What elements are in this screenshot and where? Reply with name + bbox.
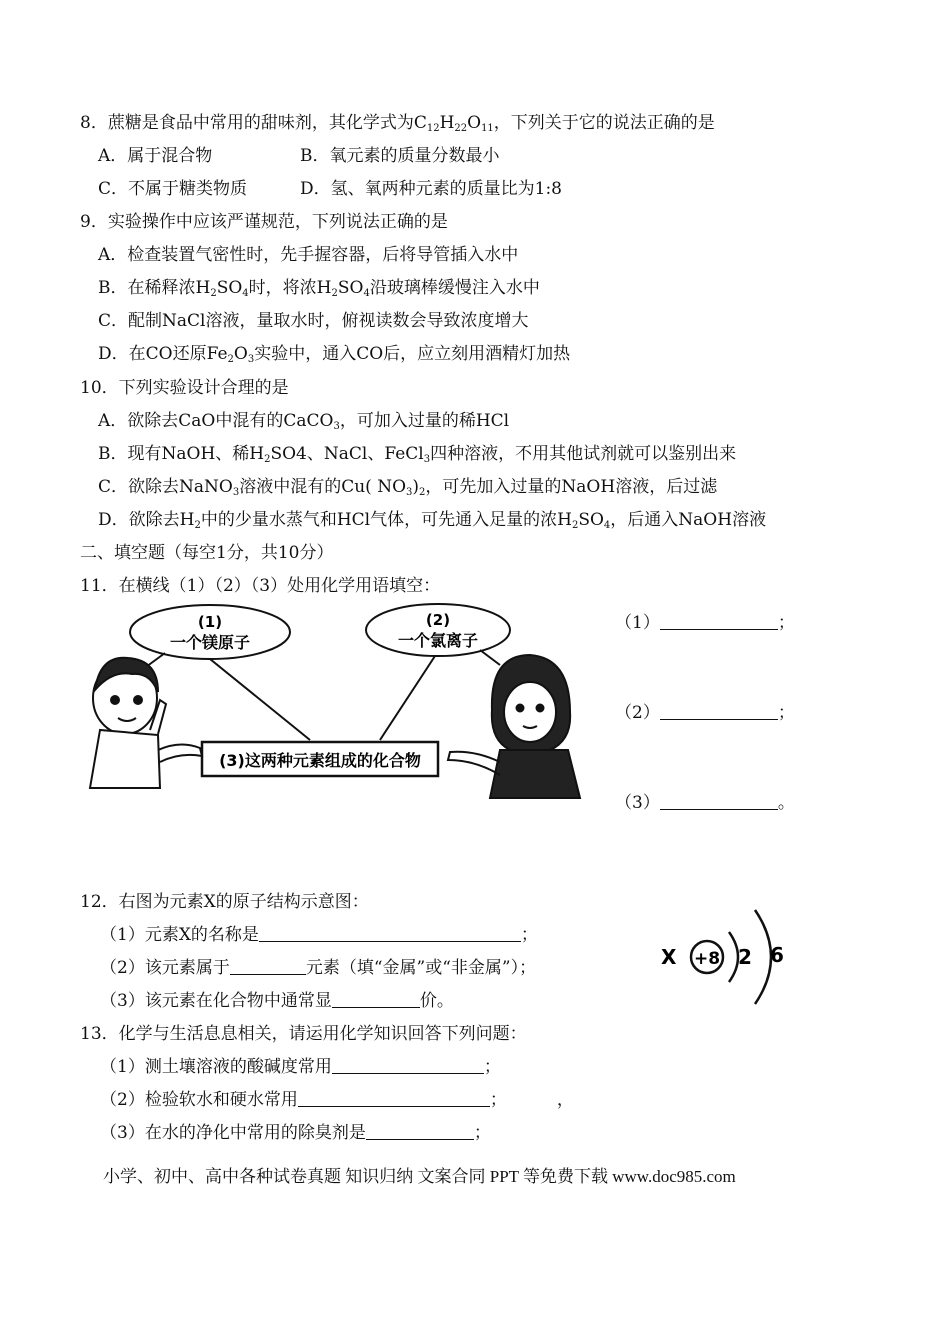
q10-stem: 10．下列实验设计合理的是: [80, 378, 289, 398]
shell-arc-2: [755, 910, 771, 1004]
section-heading: 二、填空题（每空1分，共10分）: [80, 543, 334, 563]
q12-blank-3[interactable]: [332, 991, 420, 1008]
nucleus-charge: +8: [693, 949, 721, 969]
q8-stem: 8．蔗糖是食品中常用的甜味剂，其化学式为$C_{12}H_{22}O_{11}$，下列关于它的说法正确的是: [80, 113, 715, 134]
atom-structure-diagram: [655, 900, 795, 1010]
q9-option-a: A．检查装置气密性时，先手握容器，后将导管插入水中: [98, 245, 519, 265]
q12-blank-2[interactable]: [230, 958, 306, 975]
q12-sub-3: （3）该元素在化合物中通常显 价。: [100, 991, 454, 1011]
q13-blank-1[interactable]: [332, 1057, 484, 1074]
q11-blank-1[interactable]: [660, 613, 778, 630]
bubble-1-number: (1): [197, 613, 223, 631]
bubble-2-number: (2): [425, 611, 451, 629]
q13-blank-2[interactable]: [298, 1090, 490, 1107]
q10-option-a: A．欲除去CaO中混有的CaCO$_3$，可加入过量的稀HCl: [98, 411, 510, 432]
bubble-1-text: 一个镁原子: [169, 633, 251, 652]
q12-stem: 12．右图为元素X的原子结构示意图：: [80, 892, 369, 912]
speech-bubble-1: [130, 605, 310, 740]
q8-option-a: A．属于混合物: [98, 146, 213, 166]
q11-blank-3[interactable]: [660, 793, 778, 810]
q12-sub-2: （2）该元素属于 元素（填“金属”或“非金属”）；: [100, 958, 537, 978]
compound-box: [202, 742, 438, 776]
q8-option-d: D．氢、氧两种元素的质量比为1:8: [300, 179, 562, 199]
q13-sub-2: （2）检验软水和硬水常用 ； ，: [100, 1090, 574, 1110]
girl-figure: [448, 655, 580, 798]
q11-answer-2: （2） ；: [615, 703, 795, 723]
shell-1-electrons: 2: [738, 945, 752, 969]
q9-option-b: B．在稀释浓$H_2SO_4$时，将浓$H_2SO_4$沿玻璃棒缓慢注入水中: [98, 278, 540, 299]
speech-bubble-2: [366, 604, 510, 740]
q10-option-c: C．欲除去NaNO$_3$溶液中混有的Cu( $NO_3)_2$，可先加入过量的NaOH溶液，后过滤: [98, 477, 718, 498]
q8-option-c: C．不属于糖类物质: [98, 179, 248, 199]
shell-arc-1: [729, 932, 738, 982]
q11-answer-1: （1） ；: [615, 613, 795, 633]
q13-sub-1: （1）测土壤溶液的酸碱度常用 ；: [100, 1057, 501, 1077]
q13-blank-3[interactable]: [366, 1123, 474, 1140]
page-footer: 小学、初中、高中各种试卷真题 知识归纳 文案合同 PPT 等免费下载 www.doc985.com: [103, 1167, 736, 1186]
q9-stem: 9．实验操作中应该严谨规范，下列说法正确的是: [80, 212, 448, 232]
compound-box-text: (3)这两种元素组成的化合物: [219, 751, 421, 770]
q12-blank-1[interactable]: [259, 925, 521, 942]
q13-stem: 13．化学与生活息息相关，请运用化学知识回答下列问题：: [80, 1024, 527, 1044]
shell-2-electrons: 6: [770, 943, 784, 967]
q8-option-b: B．氧元素的质量分数最小: [300, 146, 500, 166]
q11-answer-3: （3） 。: [615, 793, 795, 813]
q11-blank-2[interactable]: [660, 703, 778, 720]
q9-option-d: D．在CO还原$Fe_2O_3$实验中，通入CO后，应立刻用酒精灯加热: [98, 344, 571, 365]
boy-figure: [90, 658, 202, 788]
q12-sub-1: （1）元素X的名称是 ；: [100, 925, 538, 945]
q11-illustration: [80, 600, 600, 800]
q10-option-b: B．现有NaOH、稀$H_2SO4$、NaCl、FeCl$_3$四种溶液，不用其他试剂就可以鉴别出来: [98, 444, 737, 465]
bubble-2-text: 一个氯离子: [397, 631, 479, 650]
q9-option-c: C．配制NaCl溶液，量取水时，俯视读数会导致浓度增大: [98, 311, 529, 331]
element-symbol: X: [661, 945, 677, 969]
q10-option-d: D．欲除去$H_2$中的少量水蒸气和HCl气体，可先通入足量的浓$H_2SO_4$，后通入NaOH溶液: [98, 510, 767, 531]
q11-stem: 11．在横线（1）（2）（3）处用化学用语填空：: [80, 576, 441, 596]
q13-sub-3: （3）在水的净化中常用的除臭剂是 ；: [100, 1123, 491, 1143]
